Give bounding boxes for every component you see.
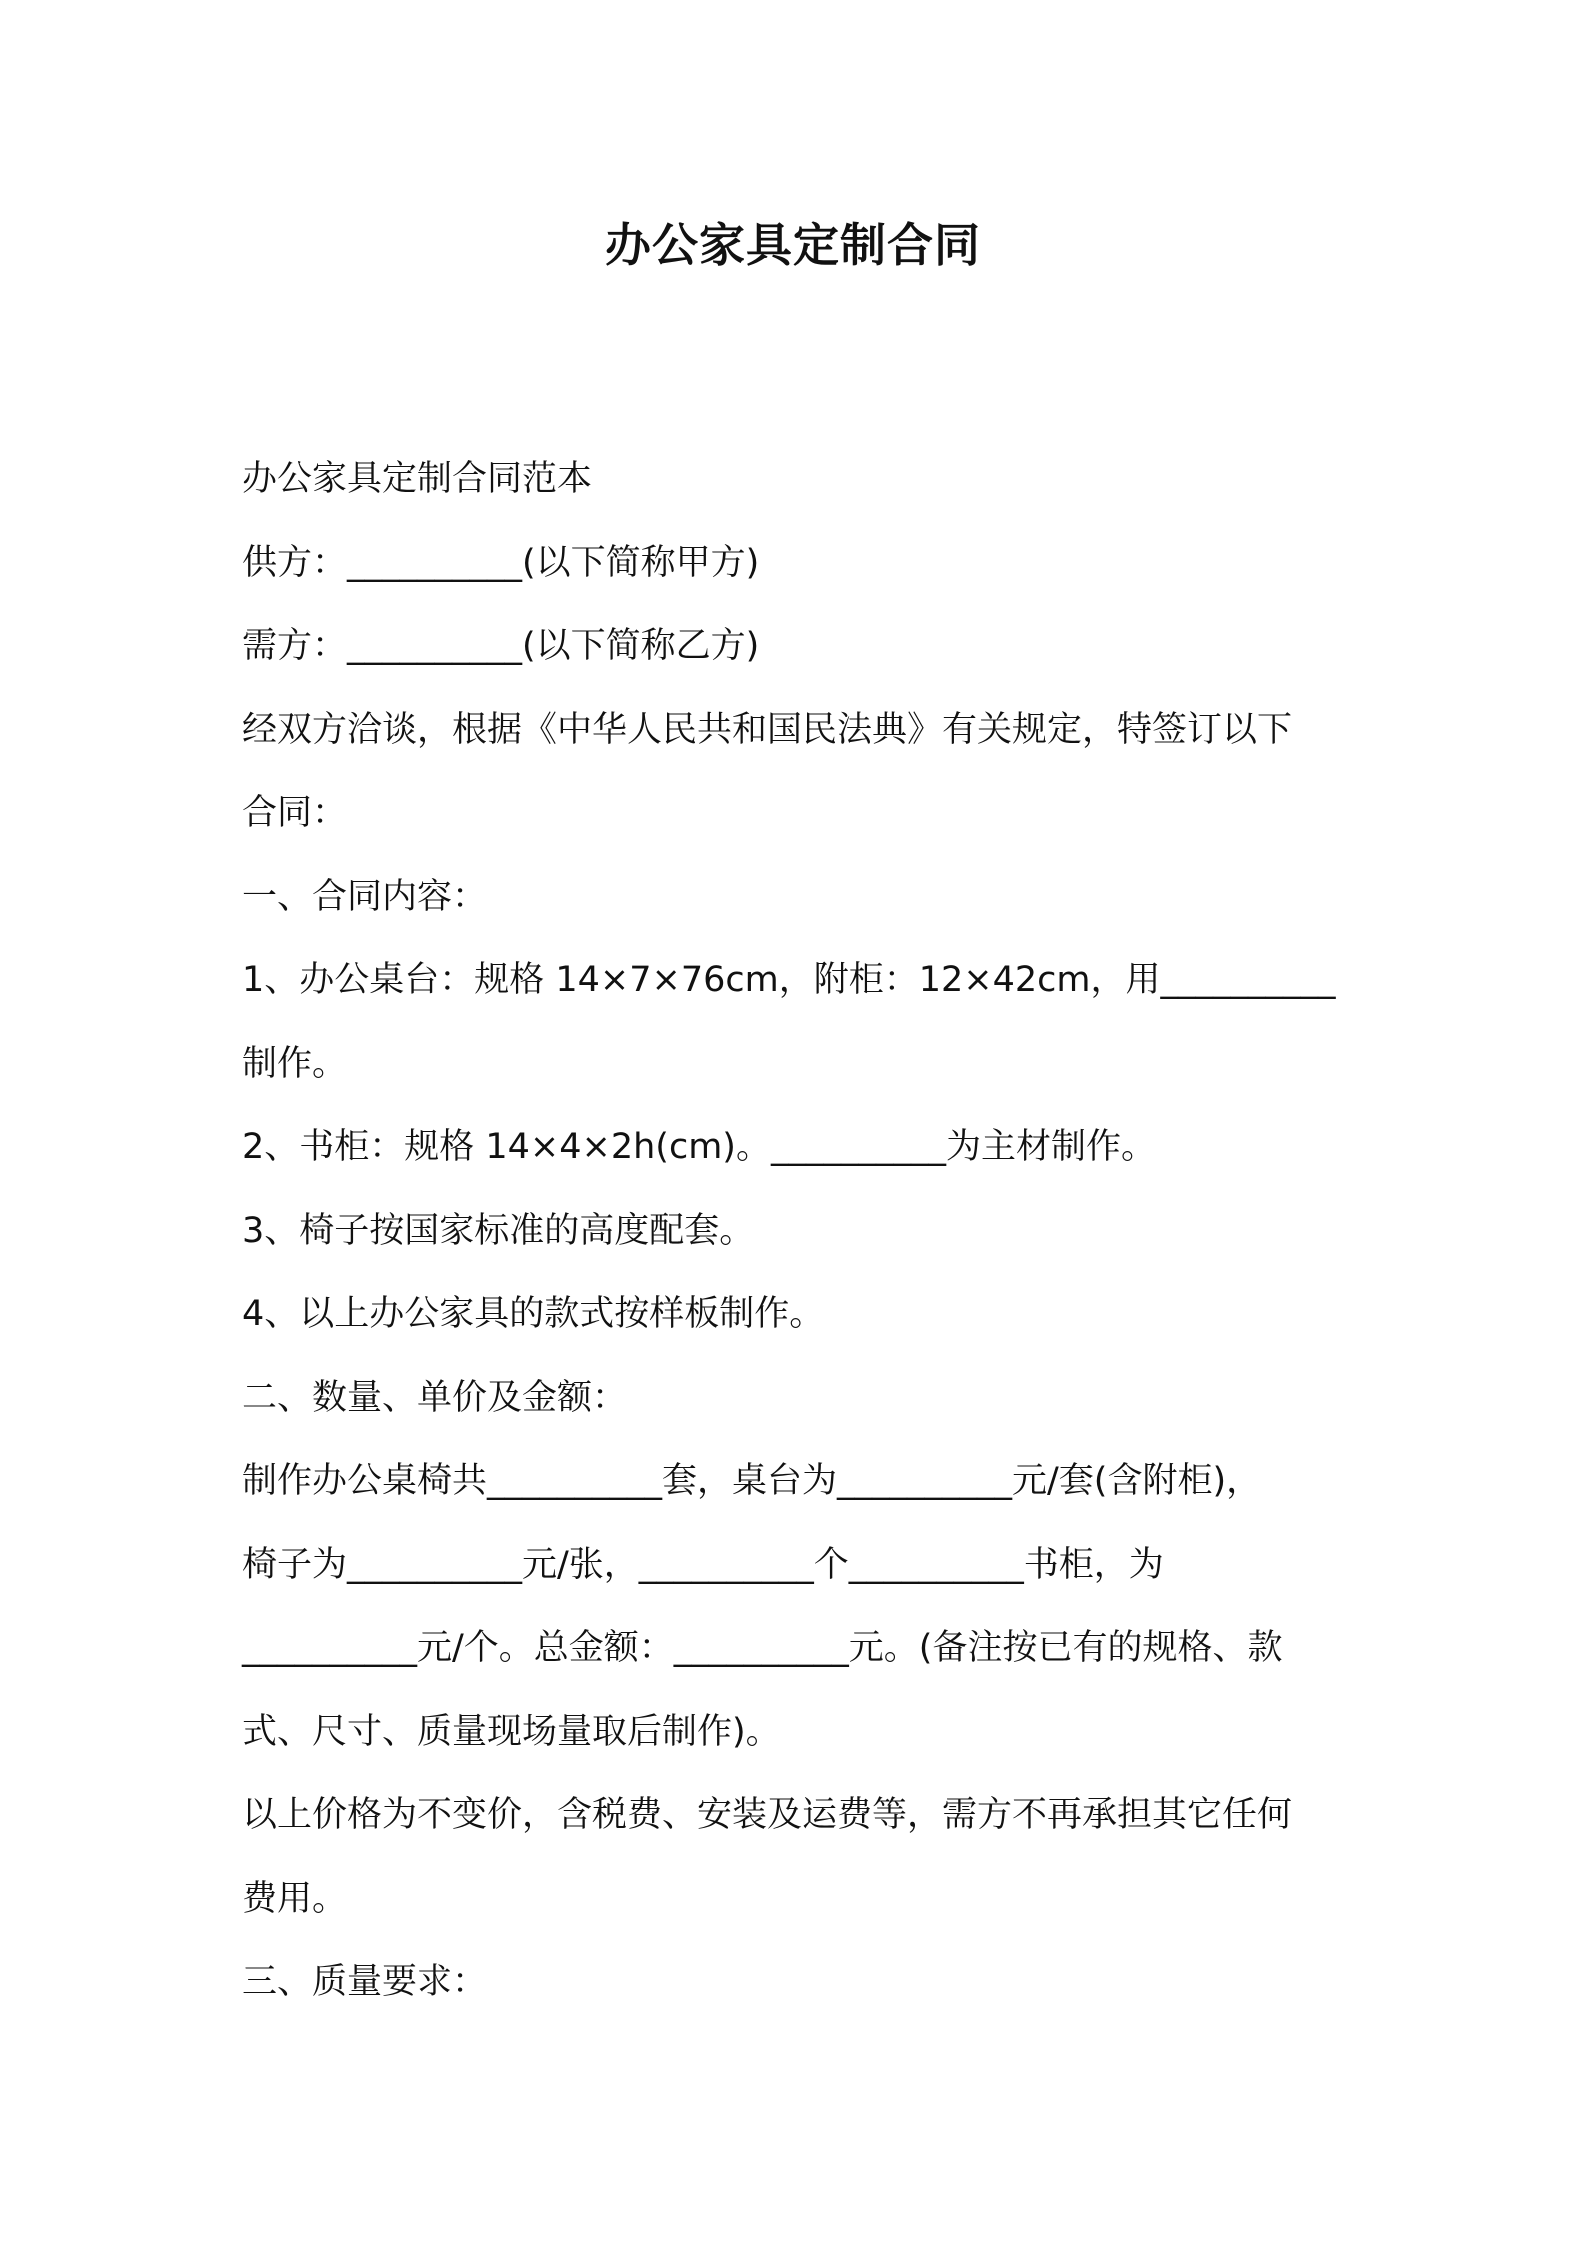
clause-line: 1、办公桌台：规格 14×7×76cm，附柜：12×42cm，用__________ — [242, 960, 1336, 1000]
clause-line: 制作办公桌椅共__________套，桌台为__________元/套(含附柜)， — [242, 1461, 1262, 1501]
clause-line: __________元/个。总金额：__________元。(备注按已有的规格、款 — [242, 1628, 1283, 1668]
clause-line: 费用。 — [242, 1878, 348, 1919]
clause-line: 2、书柜：规格 14×4×2h(cm)。__________为主材制作。 — [242, 1127, 1156, 1167]
clause-line: 以上价格为不变价，含税费、安装及运费等，需方不再承担其它任何 — [242, 1795, 1293, 1835]
clause-line: 式、尺寸、质量现场量取后制作)。 — [242, 1711, 781, 1752]
clause-line: 4、以上办公家具的款式按样板制作。 — [242, 1294, 825, 1334]
clause-line: 制作。 — [242, 1043, 348, 1084]
preamble-line: 合同： — [242, 793, 348, 833]
document-body — [242, 438, 1362, 2025]
subtitle-line: 办公家具定制合同范本 — [242, 459, 593, 499]
section-heading: 二、数量、单价及金额： — [242, 1377, 628, 1418]
document-title: 办公家具定制合同 — [605, 218, 981, 272]
section-heading: 三、质量要求： — [242, 1962, 488, 2002]
supplier-line: 供方：__________(以下简称甲方) — [242, 542, 760, 583]
buyer-line: 需方：__________(以下简称乙方) — [242, 626, 760, 666]
preamble-line: 经双方洽谈，根据《中华人民共和国民法典》有关规定，特签订以下 — [242, 709, 1293, 750]
clause-line: 3、椅子按国家标准的高度配套。 — [242, 1210, 755, 1251]
section-heading: 一、合同内容： — [242, 876, 488, 917]
clause-line: 椅子为__________元/张，__________个__________书柜，为 — [242, 1544, 1164, 1585]
